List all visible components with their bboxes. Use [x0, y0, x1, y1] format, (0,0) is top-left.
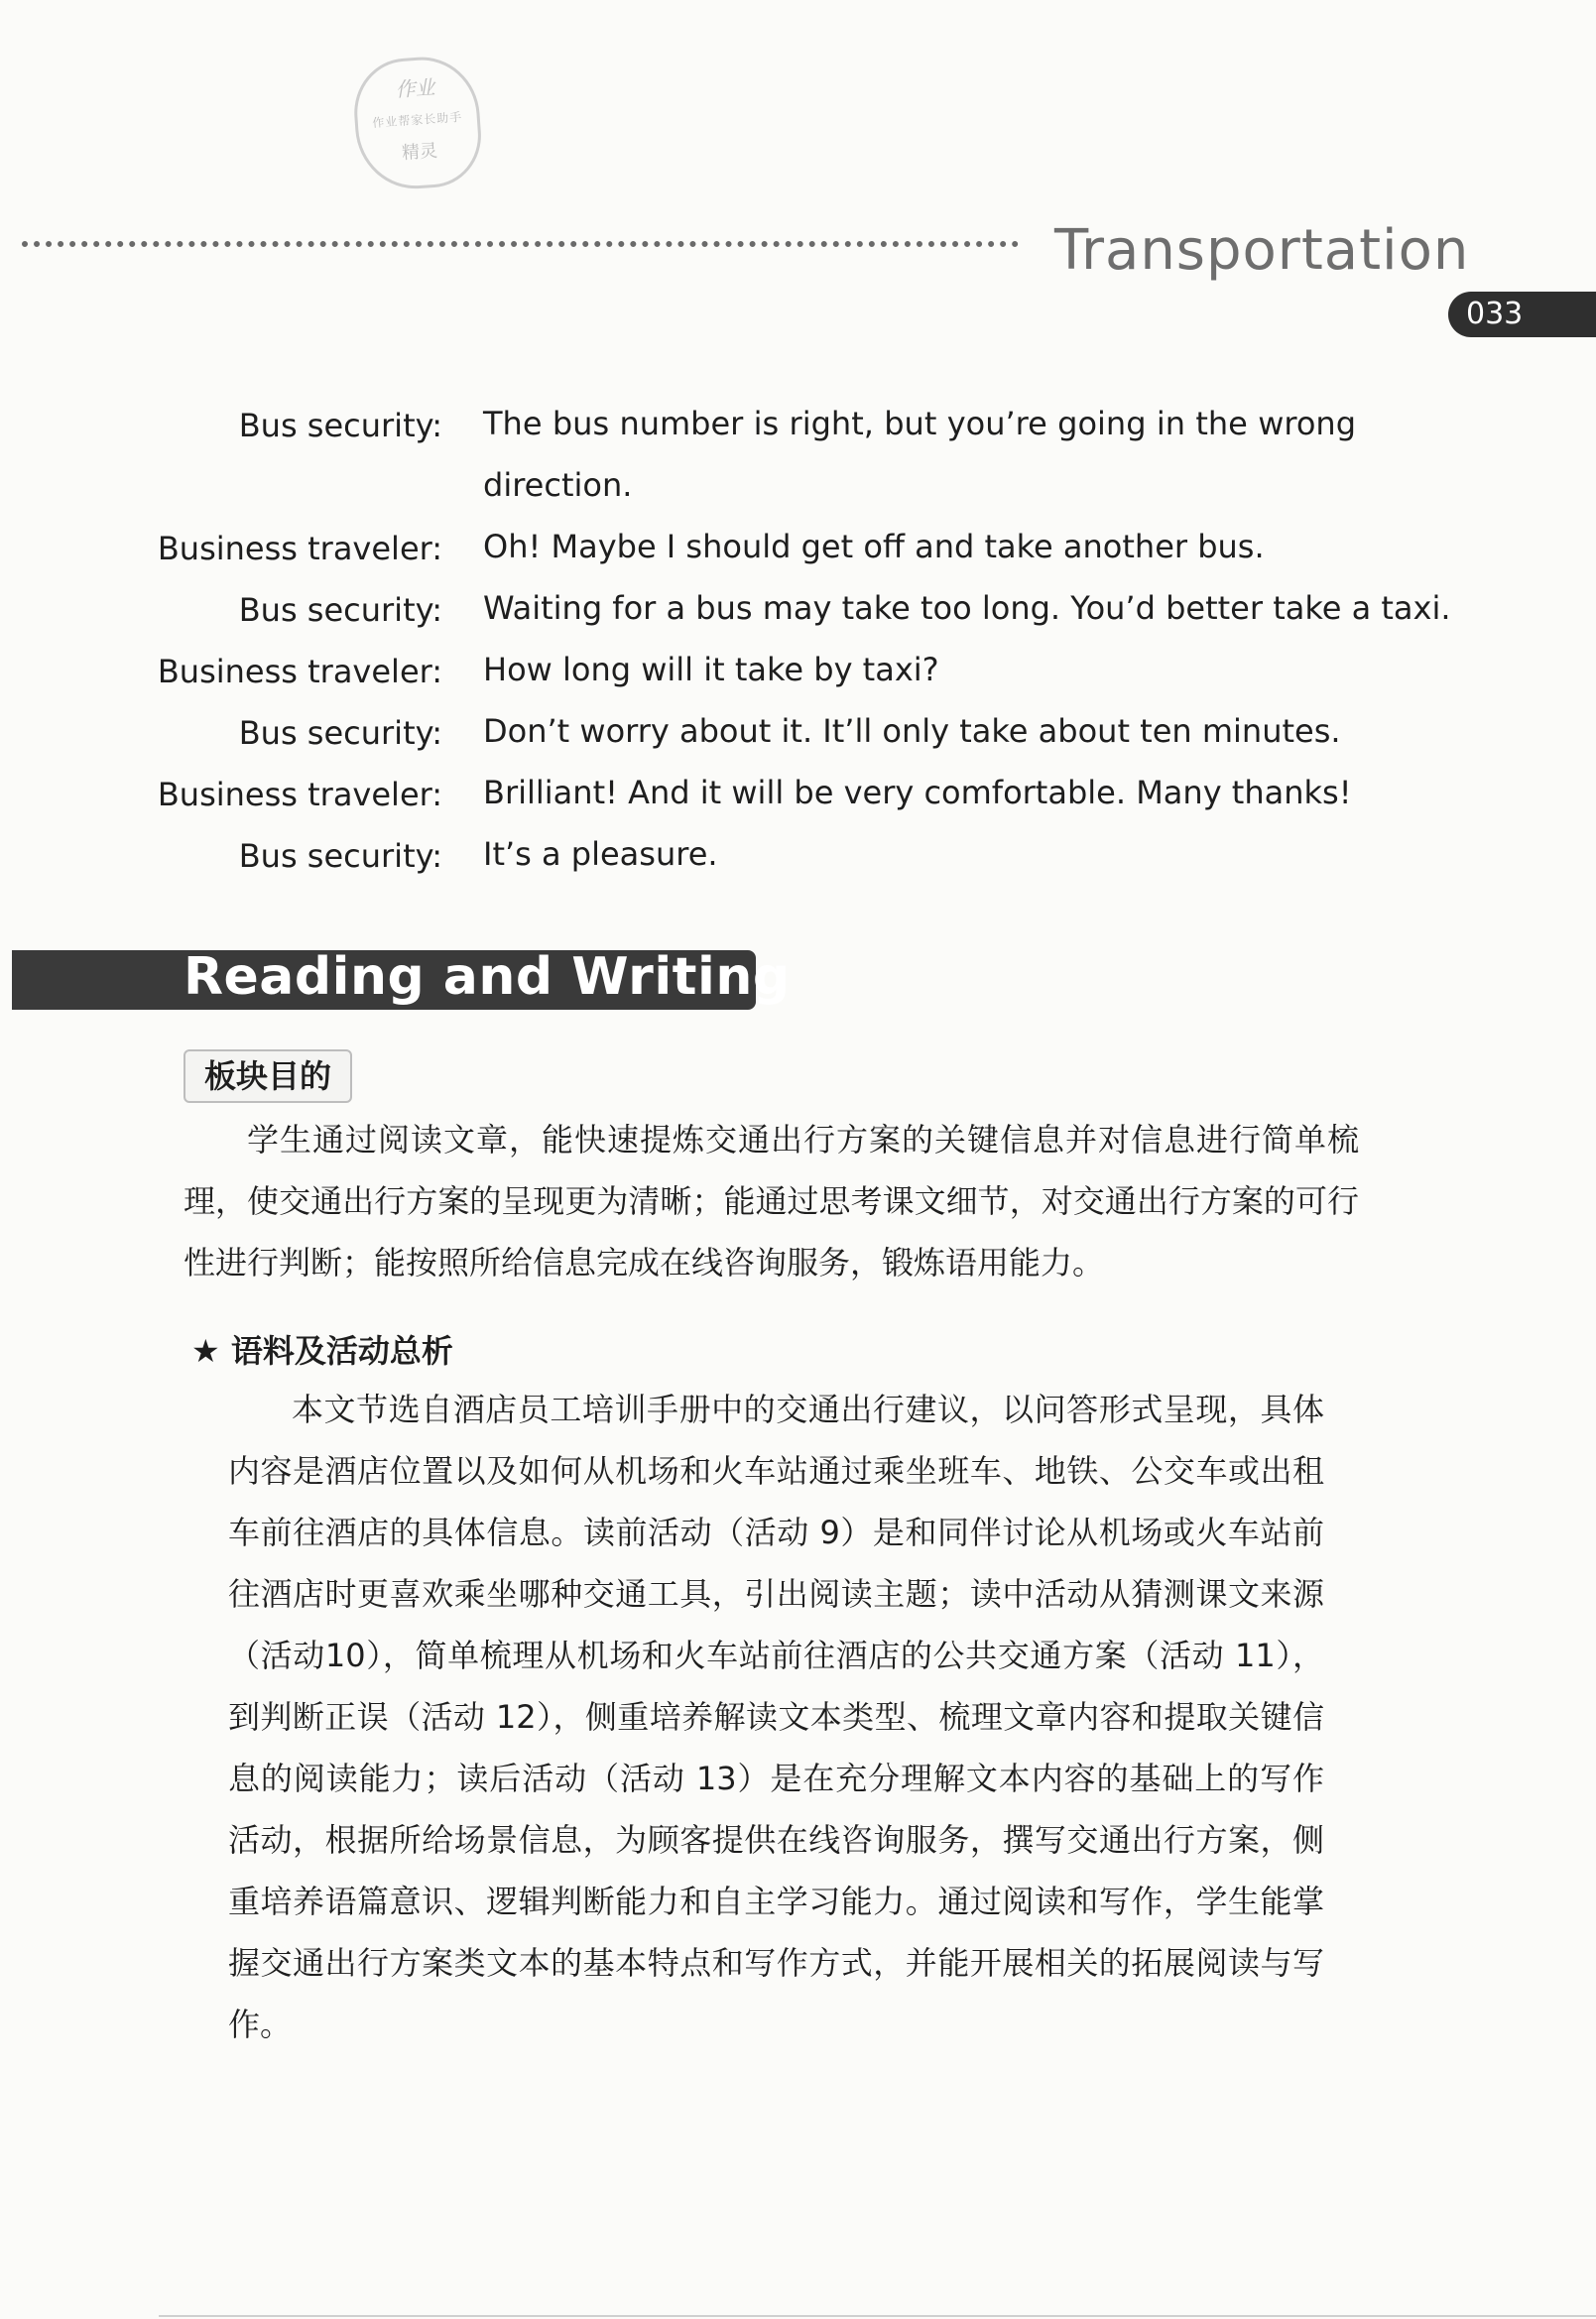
speaker-label: Bus security:: [238, 591, 442, 629]
section-title: Reading and Writing: [184, 947, 791, 1007]
dialogue-line: [0, 407, 1596, 530]
watermark-line: 精灵: [401, 140, 438, 165]
speech-text: The bus number is right, but you’re going in the wrong direction.: [483, 405, 1356, 504]
watermark-stamp: [351, 54, 485, 192]
purpose-paragraph: 学生通过阅读文章，能快速提炼交通出行方案的关键信息并对信息进行简单梳理，使交通出行方案的呈现更为清晰；能通过思考课文细节，对交通出行方案的可行性进行判断；能按照所给信息完成在线咨询服务，锻炼语用能力。: [184, 1121, 1359, 1282]
speech-text: Oh! Maybe I should get off and take another bus.: [483, 528, 1265, 565]
speaker-label: Business traveler:: [157, 653, 442, 690]
analysis-paragraph: 本文节选自酒店员工培训手册中的交通出行建议，以问答形式呈现，具体内容是酒店位置以及如何从机场和火车站通过乘坐班车、地铁、公交车或出租车前往酒店的具体信息。读前活动（活动 9）是和同伴讨论从机场或火车站前往酒店时更喜欢乘坐哪种交通工具，引出阅读主题；读中活动从猜测课文来源（活动10），简单梳理从机场和火车站前往酒店的公共交通方案（活动 11），到判断正误（活动 12），侧重培养解读文本类型、梳理文章内容和提取关键信息的阅读能力；读后活动（活动 13）是在充分理解文本内容的基础上的写作活动，根据所给场景信息，为顾客提供在线咨询服务，撰写交通出行方案，侧重培养语篇意识、逻辑判断能力和自主学习能力。通过阅读和写作，学生能掌握交通出行方案类文本的基本特点和写作方式，并能开展相关的拓展阅读与写作。: [228, 1391, 1324, 2043]
speech-text: Don’t worry about it. It’ll only take about ten minutes.: [483, 712, 1341, 750]
speaker-label: Bus security:: [238, 714, 442, 752]
watermark-line: 作业: [394, 74, 436, 102]
dialogue-line: [0, 776, 1596, 837]
speaker-label: Bus security:: [238, 407, 442, 444]
speaker-label: Business traveler:: [157, 530, 442, 567]
purpose-label-box: [184, 1049, 352, 1103]
dialogue: [0, 407, 1596, 899]
speaker-label: Business traveler:: [157, 776, 442, 813]
speech-text: Brilliant! And it will be very comfortable. Many thanks!: [483, 774, 1352, 811]
purpose-label: 板块目的: [203, 1057, 331, 1095]
watermark-line: 作业帮家长助手: [371, 109, 463, 131]
speech-text: It’s a pleasure.: [483, 835, 718, 873]
speech-text: Waiting for a bus may take too long. You’d better take a taxi.: [483, 589, 1451, 627]
speech-text: How long will it take by taxi?: [483, 651, 939, 688]
speaker-label: Bus security:: [238, 837, 442, 875]
bottom-rule: [159, 2315, 1596, 2317]
analysis-heading: ★ 语料及活动总析: [191, 1332, 453, 1370]
dialogue-line: [0, 837, 1596, 899]
page-number-tab: 033: [1448, 292, 1596, 337]
header-dotted-rule: [22, 241, 1019, 247]
chapter-title: Transportation: [1054, 218, 1470, 283]
